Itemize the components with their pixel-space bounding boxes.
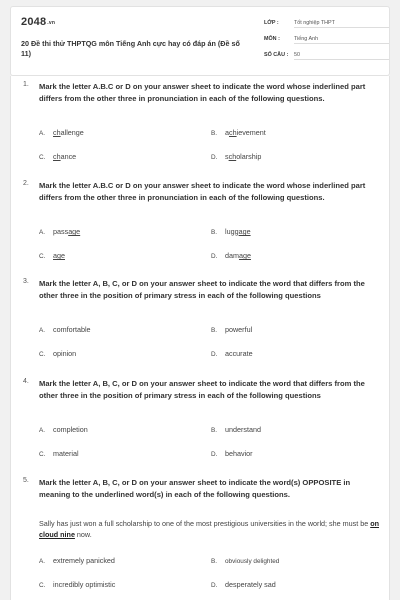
question-stem: Sally has just won a full scholarship to one of the most prestigious universities in the world; she must be on cloud nine now.	[39, 519, 379, 539]
question-number: 4.	[23, 378, 29, 385]
option-b[interactable]: B. achievement	[211, 128, 266, 137]
question-text: Mark the letter A.B.C or D on your answer sheet to indicate the word whose inderlined part differs from the other three in pronunciation in each of the following questions.	[39, 82, 366, 103]
question-list	[10, 76, 390, 600]
underlined-phrase: on cloud nine	[39, 519, 379, 539]
question-number: 3.	[23, 278, 29, 285]
option-a[interactable]: A. comfortable	[39, 325, 91, 334]
meta-class-label: LỚP :	[264, 20, 279, 26]
option-d[interactable]: D. behavior	[211, 449, 253, 458]
question-number: 2.	[23, 180, 29, 187]
question-text: Mark the letter A, B, C, or D on your answer sheet to indicate the word that differs from the other three in the position of primary stress in each of the following questions	[39, 279, 365, 300]
question-number: 5.	[23, 477, 29, 484]
option-a[interactable]: A. extremely panicked	[39, 556, 115, 565]
question-text: Mark the letter A.B.C or D on your answer sheet to indicate the word whose inderlined part differs from the other three in pronunciation in each of the following questions.	[39, 181, 366, 202]
question-text: Mark the letter A, B, C, or D on your answer sheet to indicate the word that differs from the other three in the position of primary stress in each of the following questions	[39, 379, 365, 400]
option-b[interactable]: B. powerful	[211, 325, 253, 334]
meta-class-value: Tốt nghiệp THPT	[294, 20, 389, 28]
meta-count-value: 50	[294, 52, 389, 60]
option-b[interactable]: B. understand	[211, 425, 261, 434]
meta-subject-label: MÔN :	[264, 36, 280, 42]
option-c[interactable]: C. chance	[39, 152, 77, 161]
document-header	[10, 6, 390, 76]
site-logo[interactable]: 2048.vn	[21, 16, 56, 28]
option-b[interactable]: B. luggage	[211, 227, 251, 236]
document-title: 20 Đề thi thử THPTQG môn Tiếng Anh cực hay có đáp án (Đề số 11)	[21, 39, 240, 58]
option-d[interactable]: D. desperately sad	[211, 580, 276, 589]
option-d[interactable]: D. accurate	[211, 349, 253, 358]
option-c[interactable]: C. age	[39, 251, 65, 260]
question-text: Mark the letter A, B, C, or D on your answer sheet to indicate the word(s) OPPOSITE in meaning to the underlined word(s) in each of the following questions.	[39, 478, 351, 499]
question-number: 1.	[23, 81, 29, 88]
option-c[interactable]: C. incredibly optimistic	[39, 580, 116, 589]
option-a[interactable]: A. passage	[39, 227, 81, 236]
meta-subject-value: Tiếng Anh	[294, 36, 389, 44]
option-c[interactable]: C. opinion	[39, 349, 77, 358]
option-d[interactable]: D. damage	[211, 251, 251, 260]
option-d[interactable]: D. scholarship	[211, 152, 262, 161]
option-a[interactable]: A. completion	[39, 425, 88, 434]
meta-count-label: SỐ CÂU :	[264, 52, 289, 58]
option-c[interactable]: C. material	[39, 449, 79, 458]
option-b[interactable]: B. obviously delighted	[211, 558, 280, 565]
option-a[interactable]: A. challenge	[39, 128, 84, 137]
